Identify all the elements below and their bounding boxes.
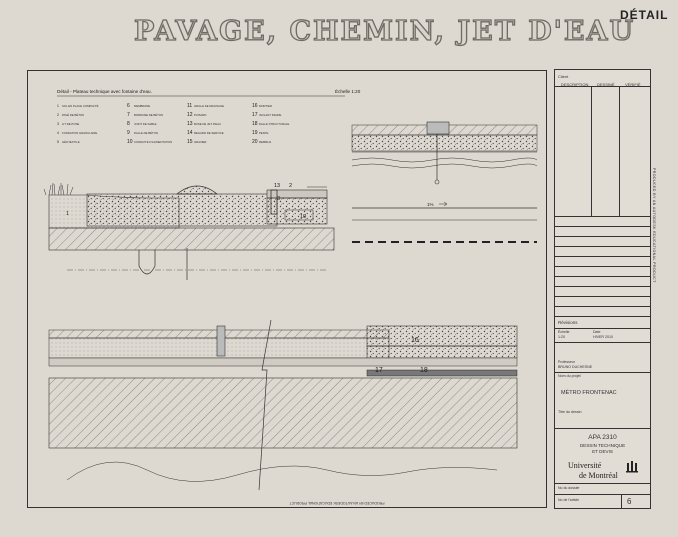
legend-number: 13	[187, 121, 193, 127]
legend-number: 8	[127, 121, 130, 127]
callout-18: 18	[420, 367, 428, 374]
legend-text: DALLE STRUCTURALE	[259, 122, 290, 126]
title-block	[554, 69, 651, 509]
project-name-label: Nom du projet	[558, 374, 581, 378]
legend-text: PAVÉ DE BÉTON	[62, 113, 85, 117]
legend-text: BORDURE DE BÉTON	[134, 113, 164, 117]
course-line-1: DESSIN TECHNIQUE	[579, 443, 626, 448]
legend-text: DALLE DE BÉTON	[134, 131, 158, 135]
scale-value: 1:20	[558, 335, 565, 339]
slope-label: 1%	[427, 202, 434, 207]
sheet-label: No de l'article	[558, 498, 580, 502]
drawing-scale: Échelle 1:20	[335, 89, 361, 94]
drawing-title: Détail - Plateau technique avec fontaine d'eau.	[57, 89, 152, 94]
legend-number: 4	[57, 131, 59, 135]
course-line-2: ET DEVIS	[592, 449, 613, 454]
legend-number: 14	[187, 130, 193, 136]
revisions-label: Révisions	[558, 320, 578, 325]
technical-drawing	[27, 70, 547, 510]
col-description: DESCRIPTION	[561, 82, 589, 87]
legend-number: 3	[57, 122, 59, 126]
legend-number: 20	[252, 139, 258, 145]
col-drawn: DESSINÉ	[597, 82, 615, 87]
date-label: Date	[593, 330, 601, 334]
university-logo-icon	[626, 461, 640, 473]
legend	[57, 103, 289, 145]
legend-text: MEMBRANE	[134, 104, 151, 108]
bottom-stamp: PRODUCED BY AN AUTODESK EDUCATIONAL PRODUCT	[289, 501, 385, 505]
legend-text: REMBLAI	[259, 140, 272, 144]
page-title: PAVAGE, CHEMIN, JET D'EAU	[134, 16, 636, 47]
col-checked: VÉRIFIÉ	[625, 82, 641, 87]
scale-label: Échelle	[558, 330, 570, 334]
section-lower	[49, 320, 517, 490]
legend-text: GRILLE DE DRAINAGE	[194, 104, 224, 108]
side-stamp: PRODUCED BY AN AUTODESK EDUCATIONAL PRODUCT	[652, 168, 656, 283]
legend-number: 11	[187, 103, 193, 109]
legend-number: 16	[252, 103, 258, 109]
legend-text: MORTIER	[259, 104, 272, 108]
section-upper-left	[44, 183, 334, 280]
legend-number: 2	[57, 113, 59, 117]
callout-1: 1	[66, 211, 70, 217]
legend-text: FONDATION GRANULAIRE	[62, 131, 98, 135]
legend-number: 5	[57, 140, 59, 144]
callout-2: 2	[289, 183, 293, 189]
callout-10: 10	[300, 214, 307, 220]
legend-text: PUISARD	[194, 113, 207, 117]
professor-label: Professeur	[558, 360, 575, 364]
drawing-title-label: Titre du dessin	[558, 410, 582, 414]
legend-text: CONDUITE D'ALIMENTATION	[134, 140, 173, 144]
legend-number: 7	[127, 112, 130, 118]
legend-text: LIT DE POSE	[62, 122, 80, 126]
section-upper-right	[352, 122, 537, 242]
legend-number: 19	[252, 130, 258, 136]
legend-number: 17	[252, 112, 258, 118]
legend-number: 10	[127, 139, 133, 145]
sheet-no-label: No du dossier	[558, 486, 580, 490]
project-name: MÉTRO FRONTENAC	[561, 390, 617, 396]
legend-number: 15	[187, 139, 193, 145]
legend-number: 9	[127, 130, 130, 136]
legend-number: 18	[252, 121, 258, 127]
legend-text: GRAVIER	[194, 140, 207, 144]
legend-text: JOINT DE SABLE	[134, 122, 157, 126]
legend-text: GÉOTEXTILE	[62, 140, 80, 144]
professor-value: BRUNO DUCHESNE	[558, 365, 593, 369]
sheet-number: 6	[627, 497, 632, 506]
course-code: APA 2310	[588, 434, 617, 441]
callout-13: 13	[274, 183, 281, 189]
legend-text: REGARD DE SERVICE	[194, 131, 224, 135]
legend-text: BUSE DE JET D'EAU	[194, 122, 222, 126]
legend-number: 12	[187, 112, 193, 118]
legend-text: SOL EN PLACE COMPACTÉ	[62, 104, 99, 108]
callout-3: 3	[277, 196, 281, 202]
legend-number: 1	[57, 104, 59, 108]
client-label: Client	[558, 74, 569, 79]
date-value: HIVER 2010	[593, 335, 613, 339]
legend-number: 6	[127, 103, 130, 109]
university-line-1: Université	[568, 461, 602, 470]
callout-16: 16	[411, 337, 419, 344]
university-line-2: de Montréal	[579, 471, 618, 480]
legend-text: PENTE	[259, 131, 269, 135]
detail-tag: DÉTAIL	[620, 8, 669, 22]
callout-17: 17	[375, 367, 383, 374]
legend-text: ISOLANT RIGIDE	[259, 113, 282, 117]
